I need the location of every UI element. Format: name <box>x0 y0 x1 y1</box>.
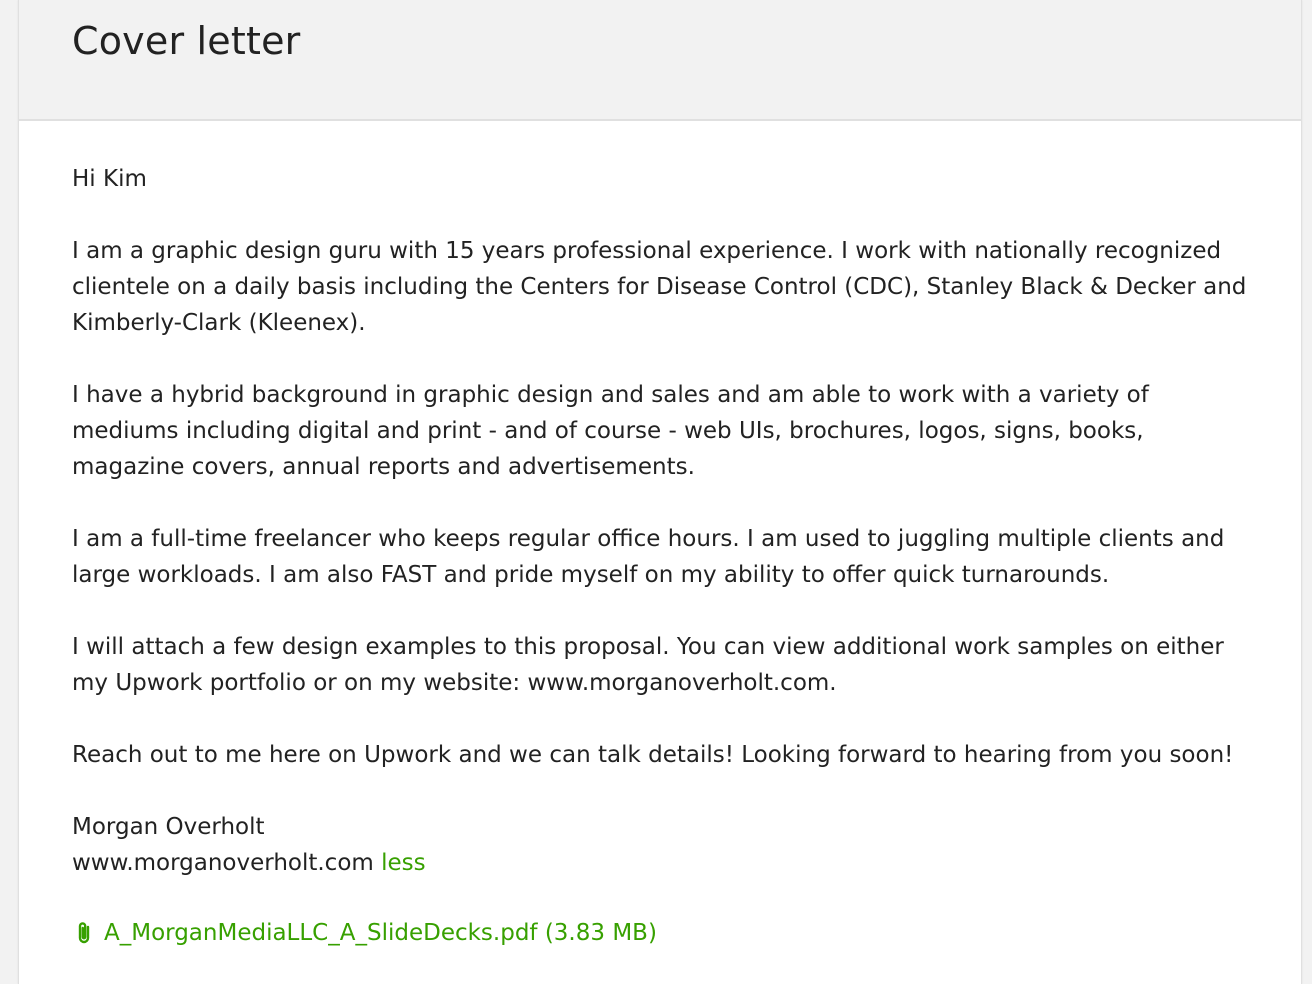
attachment-filename[interactable]: A_MorganMediaLLC_A_SlideDecks.pdf (3.83 MB) <box>104 920 657 946</box>
page-title: Cover letter <box>72 19 301 63</box>
letter-paragraph: Reach out to me here on Upwork and we can talk details! Looking forward to hearing from you soon! <box>72 742 1234 768</box>
cover-letter-card <box>18 0 1302 984</box>
letter-paragraph: I am a full-time freelancer who keeps regular office hours. I am used to juggling multiple clients and large workloads. I am also FAST and pride myself on my ability to offer quick turnarounds. <box>72 526 1225 588</box>
signature-name: Morgan Overholt <box>72 814 265 840</box>
letter-paragraph: I have a hybrid background in graphic design and sales and am able to work with a variety of mediums including digital and print - and of course - web UIs, brochures, logos, signs, books, magazine covers, annual reports and advertisements. <box>72 382 1149 480</box>
paperclip-icon <box>72 920 96 946</box>
letter-greeting: Hi Kim <box>72 166 147 192</box>
attachment-link[interactable] <box>72 915 1261 951</box>
letter-paragraph: I will attach a few design examples to this proposal. You can view additional work samples on either my Upwork portfolio or on my website: www.morganoverholt.com. <box>72 634 1224 696</box>
letter-paragraph: I am a graphic design guru with 15 years professional experience. I work with nationally recognized clientele on a daily basis including the Centers for Disease Control (CDC), Stanley Black & Decker and Kimberly-Clark (Kleenex). <box>72 238 1247 336</box>
signature-website: www.morganoverholt.com <box>72 850 374 876</box>
signature-block <box>72 809 1261 881</box>
cover-letter-body <box>19 121 1301 951</box>
signature-website-line <box>72 845 1261 881</box>
card-header <box>19 0 1301 121</box>
less-link[interactable]: less <box>381 850 426 876</box>
